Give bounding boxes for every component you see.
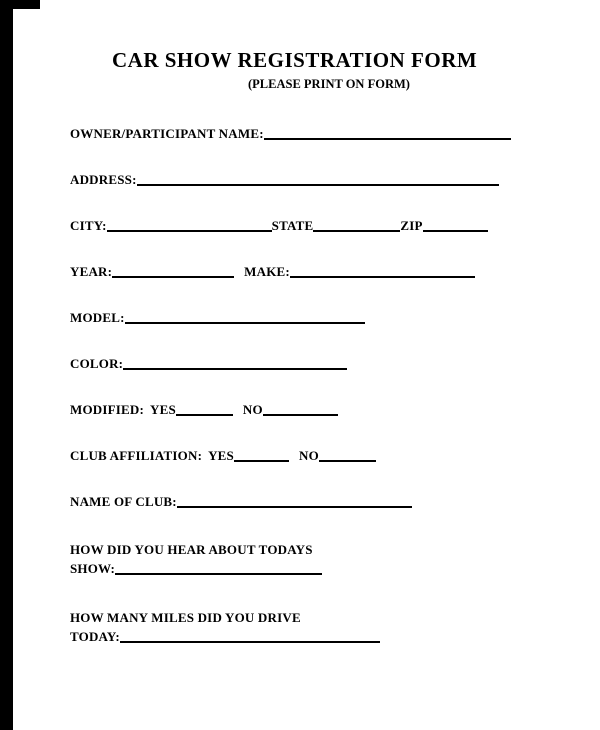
club-no-field[interactable] [319,460,376,462]
modified-yes-label: YES [150,402,176,417]
state-field[interactable] [313,230,400,232]
make-field[interactable] [290,276,475,278]
club-yes-label: YES [208,448,234,463]
hear-about-label-line2: SHOW: [70,561,116,576]
model-label: MODEL: [70,310,125,325]
club-yes-field[interactable] [234,460,289,462]
city-label: CITY: [70,218,107,233]
state-label: STATE [271,218,314,233]
color-field[interactable] [123,368,347,370]
field-row-hear-about [70,540,570,578]
address-field[interactable] [137,184,499,186]
miles-label-line2: TODAY: [70,629,120,644]
color-label: COLOR: [70,356,124,371]
field-row-miles-driven [70,608,570,646]
field-row-club-affiliation [70,448,570,464]
scan-border-left [0,0,13,730]
field-row-name-of-club [70,494,570,510]
field-row-model [70,310,570,326]
modified-label: MODIFIED: [70,402,145,417]
hear-about-label-line1: HOW DID YOU HEAR ABOUT TODAYS [70,542,313,557]
field-row-modified [70,402,570,418]
zip-field[interactable] [423,230,488,232]
city-field[interactable] [107,230,272,232]
field-row-address [70,172,570,188]
page-subtitle: (PLEASE PRINT ON FORM) [248,77,410,91]
address-label: ADDRESS: [70,172,137,187]
field-row-color [70,356,570,372]
club-affiliation-label: CLUB AFFILIATION: [70,448,203,463]
make-label: MAKE: [244,264,290,279]
field-row-year-make [70,264,570,280]
modified-no-field[interactable] [263,414,338,416]
name-of-club-field[interactable] [177,506,412,508]
miles-field[interactable] [120,641,380,643]
scan-border-top [0,0,40,9]
field-row-owner-name [70,126,570,142]
modified-yes-field[interactable] [176,414,233,416]
owner-name-field[interactable] [264,138,511,140]
field-row-city-state-zip [70,218,570,234]
form-content [70,0,570,676]
zip-label: ZIP [400,218,423,233]
year-label: YEAR: [70,264,113,279]
name-of-club-label: NAME OF CLUB: [70,494,177,509]
modified-no-label: NO [242,402,263,417]
club-no-label: NO [298,448,319,463]
year-field[interactable] [112,276,234,278]
model-field[interactable] [125,322,365,324]
form-fields [70,126,570,646]
page-title: CAR SHOW REGISTRATION FORM [112,48,478,72]
hear-about-field[interactable] [115,573,322,575]
owner-name-label: OWNER/PARTICIPANT NAME: [70,126,264,141]
miles-label-line1: HOW MANY MILES DID YOU DRIVE [70,610,301,625]
